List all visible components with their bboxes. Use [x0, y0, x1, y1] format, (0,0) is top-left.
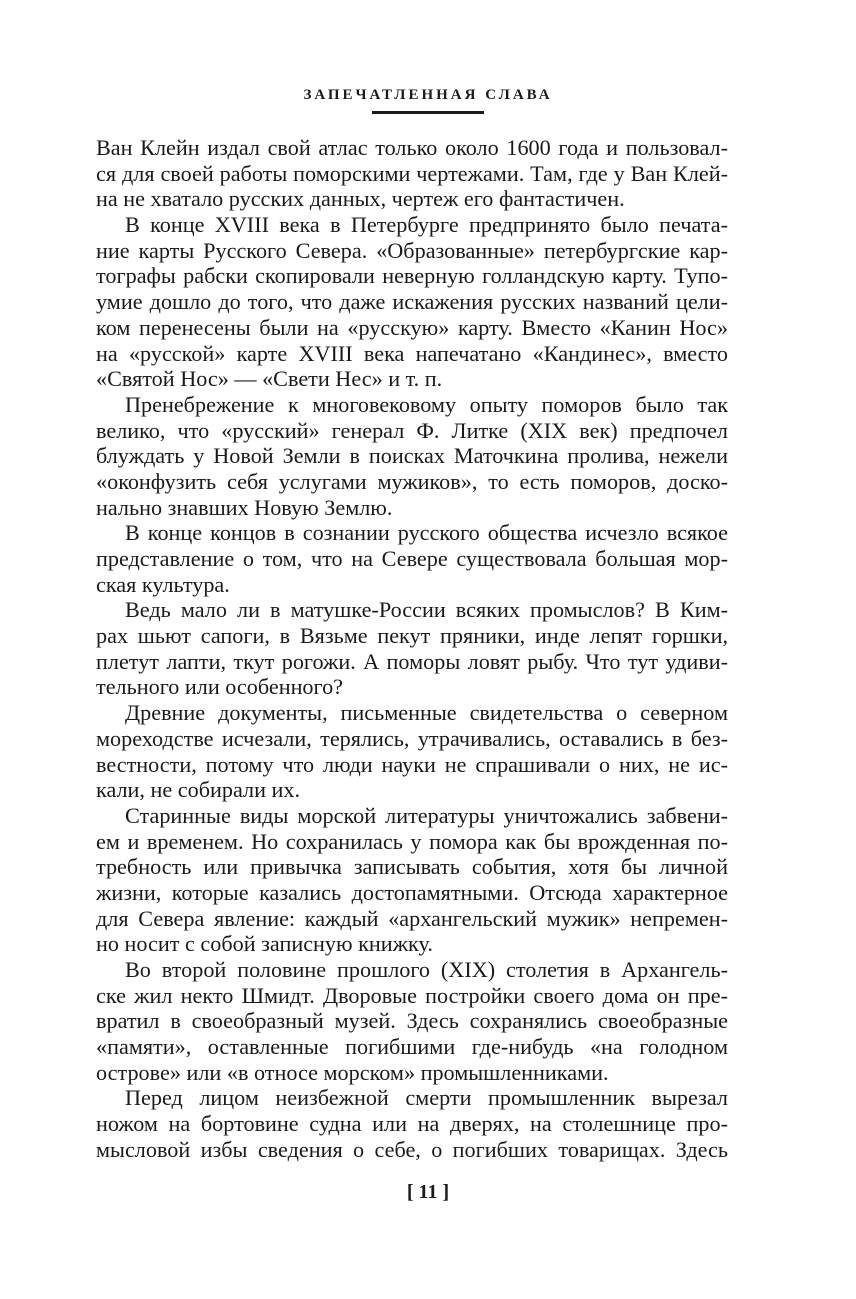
text-line: Древние документы, письменные свидетельства о северном: [125, 700, 728, 726]
text-line: Перед лицом неизбежной смерти промышленник вырезал: [125, 1085, 728, 1111]
text-line: Во второй половине прошлого (XIX) столетия в Архангель-: [125, 957, 728, 982]
text-line: мысловой избы сведения о себе, о погибших товарищах. Здесь: [96, 1136, 728, 1162]
text-line: «оконфузить себя услугами мужиков», то есть поморов, доско-: [96, 468, 728, 494]
text-line: «Святой Нос» — «Свети Нес» и т. п.: [96, 366, 443, 392]
text-line: на не хватало русских данных, чертеж его фантастичен.: [96, 186, 625, 212]
text-line: «памяти», оставленные погибшими где-нибудь «на голодном: [96, 1034, 728, 1060]
header-rule: [372, 111, 484, 114]
text-line: острове» или «в относе морском» промышленниками.: [96, 1059, 609, 1085]
text-line: на «русской» карте XVIII века напечатано «Кандинес», вместо: [96, 340, 728, 366]
text-line: В конце концов в сознании русского общества исчезло всякое: [125, 520, 728, 546]
running-header-title: ЗАПЕЧАТЛЕННАЯ СЛАВА: [303, 87, 553, 103]
text-line: нально знавших Новую Землю.: [96, 494, 393, 520]
text-line: блуждать у Новой Земли в поисках Маточкина пролива, нежели: [96, 443, 728, 469]
text-line: Пренебрежение к многовековому опыту поморов было так: [125, 391, 728, 417]
text-line: ком перенесены были на «русскую» карту. Вместо «Канин Нос»: [96, 314, 728, 340]
text-line: вестности, потому что люди науки не спрашивали о них, не ис-: [96, 751, 728, 777]
text-line: жизни, которые казались достопамятными. Отсюда характерное: [96, 879, 728, 905]
text-line: ем и временем. Но сохранилась у помора как бы врожденная по-: [96, 828, 728, 854]
running-header: [0, 86, 856, 114]
text-line: ся для своей работы поморскими чертежами. Там, где у Ван Клей-: [96, 160, 728, 186]
body-text: [96, 135, 728, 1163]
text-line: Ведь мало ли в матушке-России всяких промыслов? В Ким-: [125, 597, 728, 623]
text-line: ножом на бортовине судна или на дверях, на столешнице про-: [96, 1111, 728, 1137]
page-number: [ 11 ]: [406, 1181, 450, 1203]
text-line: для Севера явление: каждый «архангельский мужик» непремен-: [96, 905, 728, 931]
text-line: Старинные виды морской литературы уничтожались забвени-: [125, 802, 728, 828]
text-line: вратил в своеобразный музей. Здесь сохранялись своеобразные: [96, 1008, 728, 1034]
text-line: кали, не собирали их.: [96, 777, 301, 803]
text-line: представление о том, что на Севере существовала большая мор-: [96, 546, 728, 571]
text-line: требность или привычка записывать события, хотя бы личной: [96, 854, 728, 880]
text-line: умие дошло до того, что даже искажения русских названий цели-: [96, 289, 728, 315]
text-line: но носит с собой записную книжку.: [96, 931, 433, 957]
text-line: ская культура.: [96, 571, 230, 597]
text-line: велико, что «русский» генерал Ф. Литке (XIX век) предпочел: [96, 417, 728, 443]
text-line: плетут лапти, ткут рогожи. А поморы ловят рыбу. Что тут удиви-: [96, 648, 728, 674]
text-line: ске жил некто Шмидт. Дворовые постройки своего дома он пре-: [96, 982, 728, 1008]
text-line: Ван Клейн издал свой атлас только около 1600 года и пользовал-: [96, 135, 728, 160]
text-line: тографы рабски скопировали неверную голландскую карту. Тупо-: [96, 263, 728, 289]
text-line: ние карты Русского Севера. «Образованные» петербургские кар-: [96, 237, 728, 263]
text-line: мореходстве исчезали, терялись, утрачивались, оставались в без-: [96, 725, 728, 751]
text-line: тельного или особенного?: [96, 674, 344, 700]
text-line: рах шьют сапоги, в Вязьме пекут пряники, инде лепят горшки,: [96, 623, 728, 649]
text-line: В конце XVIII века в Петербурге предпринято было печата-: [125, 212, 728, 238]
